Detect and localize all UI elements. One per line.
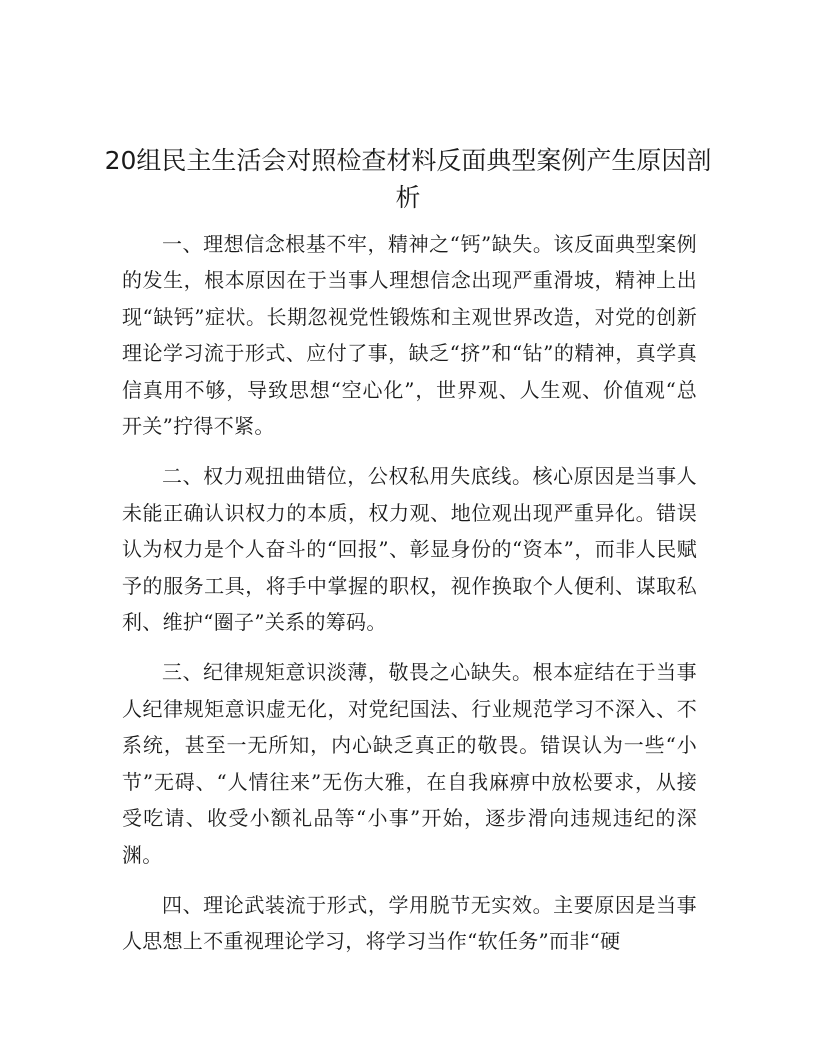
document-title: 20组民主生活会对照检查材料反面典型案例产生原因剖析: [104, 146, 712, 212]
paragraph-3: 三、纪律规矩意识淡薄，敬畏之心缺失。根本症结在于当事人纪律规矩意识虚无化，对党纪国法、行业规范学习不深入、不系统，甚至一无所知，内心缺乏真正的敬畏。错误认为一些“小节”无碍、“人情往来”无伤大雅，在自我麻痹中放松要求，从接受吃请、收受小额礼品等“小事”开始，逐步滑向违规违纪的深渊。: [122, 660, 697, 867]
document-body: [122, 226, 697, 974]
paragraph-2: 二、权力观扭曲错位，公权私用失底线。核心原因是当事人未能正确认识权力的本质，权力观、地位观出现严重异化。错误认为权力是个人奋斗的“回报”、彰显身份的“资本”，而非人民赋予的服务工具，将手中掌握的职权，视作换取个人便利、谋取私利、维护“圈子”关系的筹码。: [122, 464, 697, 635]
paragraph-4: 四、理论武装流于形式，学用脱节无实效。主要原因是当事人思想上不重视理论学习，将学习当作“软任务”而非“硬: [122, 892, 697, 954]
paragraph-1: 一、理想信念根基不牢，精神之“钙”缺失。该反面典型案例的发生，根本原因在于当事人理想信念出现严重滑坡，精神上出现“缺钙”症状。长期忽视党性锻炼和主观世界改造，对党的创新理论学习流于形式、应付了事，缺乏“挤”和“钻”的精神，真学真信真用不够，导致思想“空心化”，世界观、人生观、价值观“总开关”拧得不紧。: [122, 232, 697, 439]
